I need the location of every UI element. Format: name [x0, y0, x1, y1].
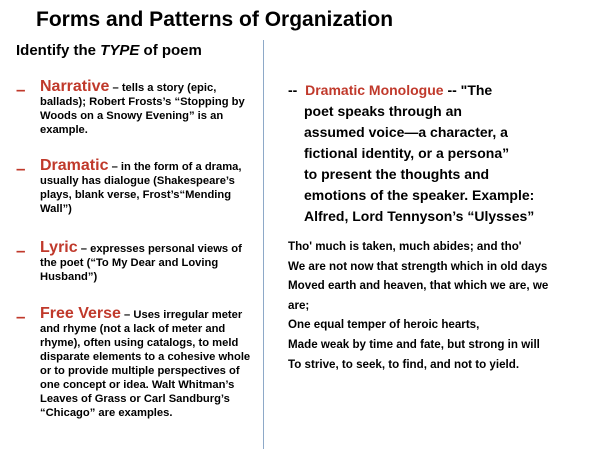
poem-line: We are not now that strength which in old days [288, 259, 548, 273]
monologue-desc-first: -- "The [443, 82, 493, 98]
monologue-line: assumed voice—a character, a [304, 124, 508, 140]
desc-free-verse: – Uses irregular meter and rhyme (not a lack of meter and rhyme), often using catalogs, to meld disparate elements to a cohesive whole or to provide multiple perspectives of one concept or idea. Walt Whitman’s Leaves of Grass or Carl Sandburg’s “Chicago” are examples. [40, 309, 251, 419]
monologue-line: fictional identity, or a persona” [304, 145, 510, 161]
term-narrative: Narrative [40, 78, 110, 95]
poem-excerpt [288, 237, 588, 374]
monologue-line: Alfred, Lord Tennyson’s “Ulysses” [304, 208, 535, 224]
poem-type-free-verse [16, 307, 258, 420]
dramatic-monologue-block [288, 80, 588, 227]
monologue-line: emotions of the speaker. Example: [304, 187, 535, 203]
poem-line: Made weak by time and fate, but strong in will [288, 337, 540, 351]
monologue-dash: -- [288, 82, 298, 98]
term-lyric: Lyric [40, 239, 78, 256]
subtitle-suffix: of poem [139, 42, 202, 59]
poem-line: To strive, to seek, to find, and not to yield. [288, 357, 520, 371]
bullet-dash: – [16, 241, 26, 260]
slide-title: Forms and Patterns of Organization [36, 8, 394, 31]
monologue-line: to present the thoughts and [304, 166, 490, 182]
term-dramatic-monologue: Dramatic Monologue [305, 82, 444, 98]
bullet-dash: – [16, 307, 26, 326]
subtitle-emphasis: TYPE [100, 42, 140, 59]
term-free-verse: Free Verse [40, 305, 121, 322]
monologue-line: poet speaks through an [304, 103, 462, 119]
bullet-dash: – [16, 159, 26, 178]
column-divider [263, 40, 264, 449]
poem-line: One equal temper of heroic hearts, [288, 318, 480, 332]
desc-dramatic: – in the form of a drama, usually has dialogue (Shakespeare’s plays, blank verse, Frost’s“Mending Wall”) [40, 161, 242, 215]
desc-lyric: – expresses personal views of the poet (“To My Dear and Loving Husband”) [40, 243, 242, 283]
term-dramatic: Dramatic [40, 157, 109, 174]
bullet-dash: – [16, 80, 26, 99]
poem-line: are; [288, 298, 310, 312]
poem-type-narrative [16, 80, 258, 137]
desc-narrative: – tells a story (epic, ballads); Robert Frosts’s “Stopping by Woods on a Snowy Evening” is an example. [40, 82, 245, 136]
slide-subtitle [16, 42, 202, 59]
poem-type-lyric [16, 241, 258, 284]
poem-type-dramatic [16, 159, 258, 216]
subtitle-prefix: Identify the [16, 42, 101, 59]
poem-line: Tho' much is taken, much abides; and tho' [288, 240, 522, 253]
poem-line: Moved earth and heaven, that which we are, we [288, 279, 549, 293]
